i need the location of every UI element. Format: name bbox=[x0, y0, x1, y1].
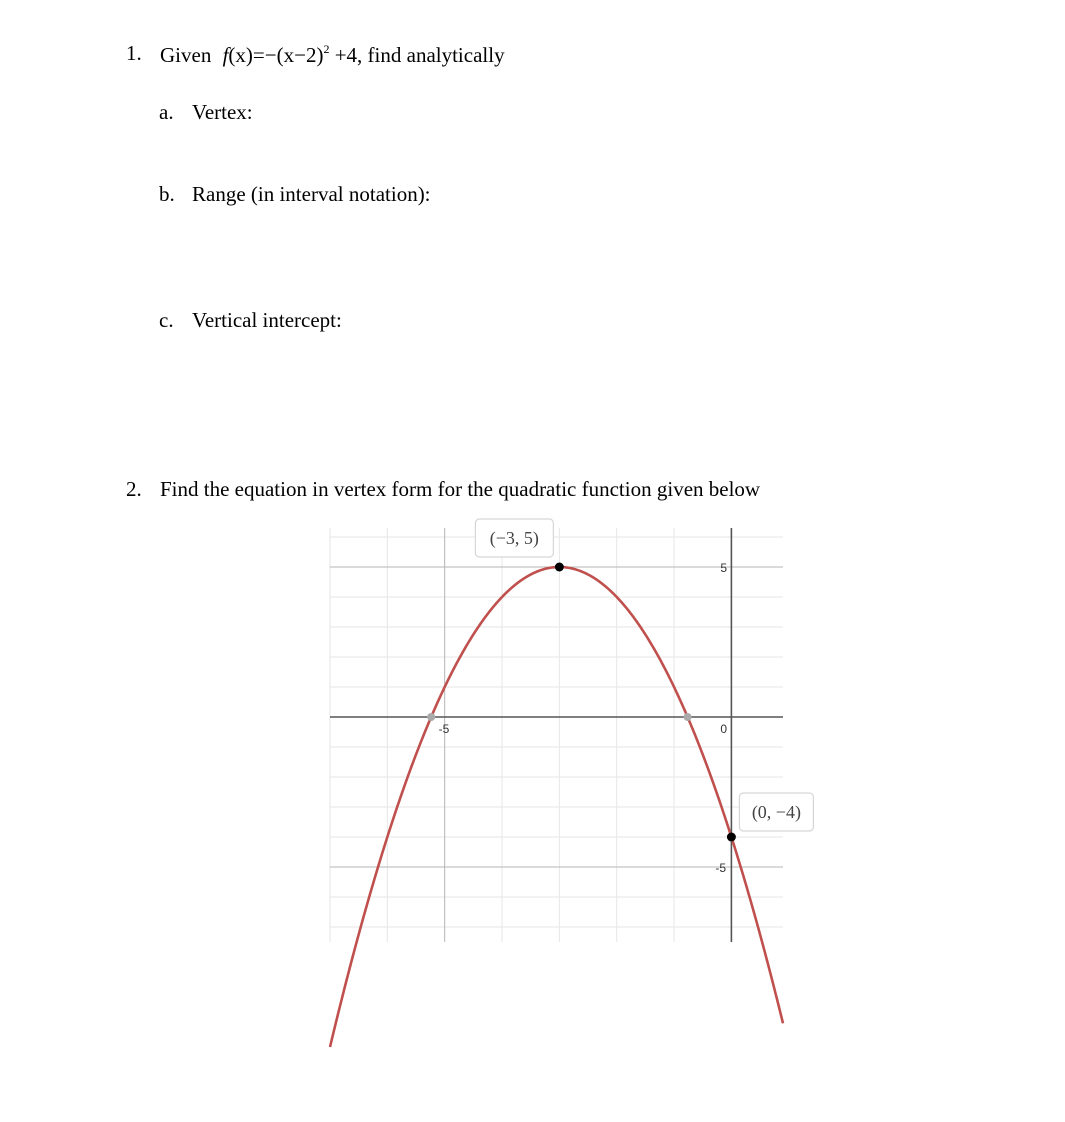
function-name: f bbox=[222, 43, 229, 67]
x-tick-label: 0 bbox=[720, 722, 728, 736]
axes bbox=[330, 528, 783, 942]
question-2 bbox=[126, 479, 826, 503]
point-label: (−3, 5) bbox=[489, 528, 539, 548]
y-tick-label: 5 bbox=[720, 561, 728, 575]
vertex-point bbox=[727, 833, 736, 842]
question-2-text: Find the equation in vertex form for the quadratic function given below bbox=[160, 477, 761, 501]
part-c-label: Vertical intercept: bbox=[192, 308, 342, 332]
grid-major-lines bbox=[330, 528, 783, 942]
parabola-graph bbox=[330, 528, 801, 942]
points bbox=[427, 563, 736, 842]
question-2-number: 2. bbox=[126, 477, 142, 501]
question-1 bbox=[126, 43, 726, 67]
part-a-letter: a. bbox=[159, 100, 174, 124]
part-a-label: Vertex: bbox=[192, 100, 253, 124]
point-label: (0, −4) bbox=[751, 802, 801, 822]
part-b-letter: b. bbox=[159, 182, 175, 206]
part-c-letter: c. bbox=[159, 308, 174, 332]
function-expression: =−(x−2) bbox=[252, 43, 324, 67]
question-1-tail: +4, find analytically bbox=[329, 43, 505, 67]
question-1-number: 1. bbox=[126, 41, 142, 65]
part-b bbox=[159, 184, 559, 208]
y-tick-label: -5 bbox=[715, 861, 727, 875]
function-arg: (x) bbox=[228, 43, 253, 67]
function-exponent: 2 bbox=[323, 42, 330, 56]
part-a bbox=[159, 102, 559, 126]
question-1-lead: Given bbox=[160, 43, 212, 67]
x-intercept-point bbox=[684, 713, 692, 721]
question-1-text bbox=[160, 43, 505, 66]
vertex-point bbox=[555, 563, 564, 572]
part-b-label: Range (in interval notation): bbox=[192, 182, 431, 206]
part-c bbox=[159, 310, 559, 334]
x-intercept-point bbox=[427, 713, 435, 721]
grid-minor-lines bbox=[330, 528, 783, 942]
callouts bbox=[475, 519, 813, 831]
x-tick-label: -5 bbox=[438, 722, 450, 736]
